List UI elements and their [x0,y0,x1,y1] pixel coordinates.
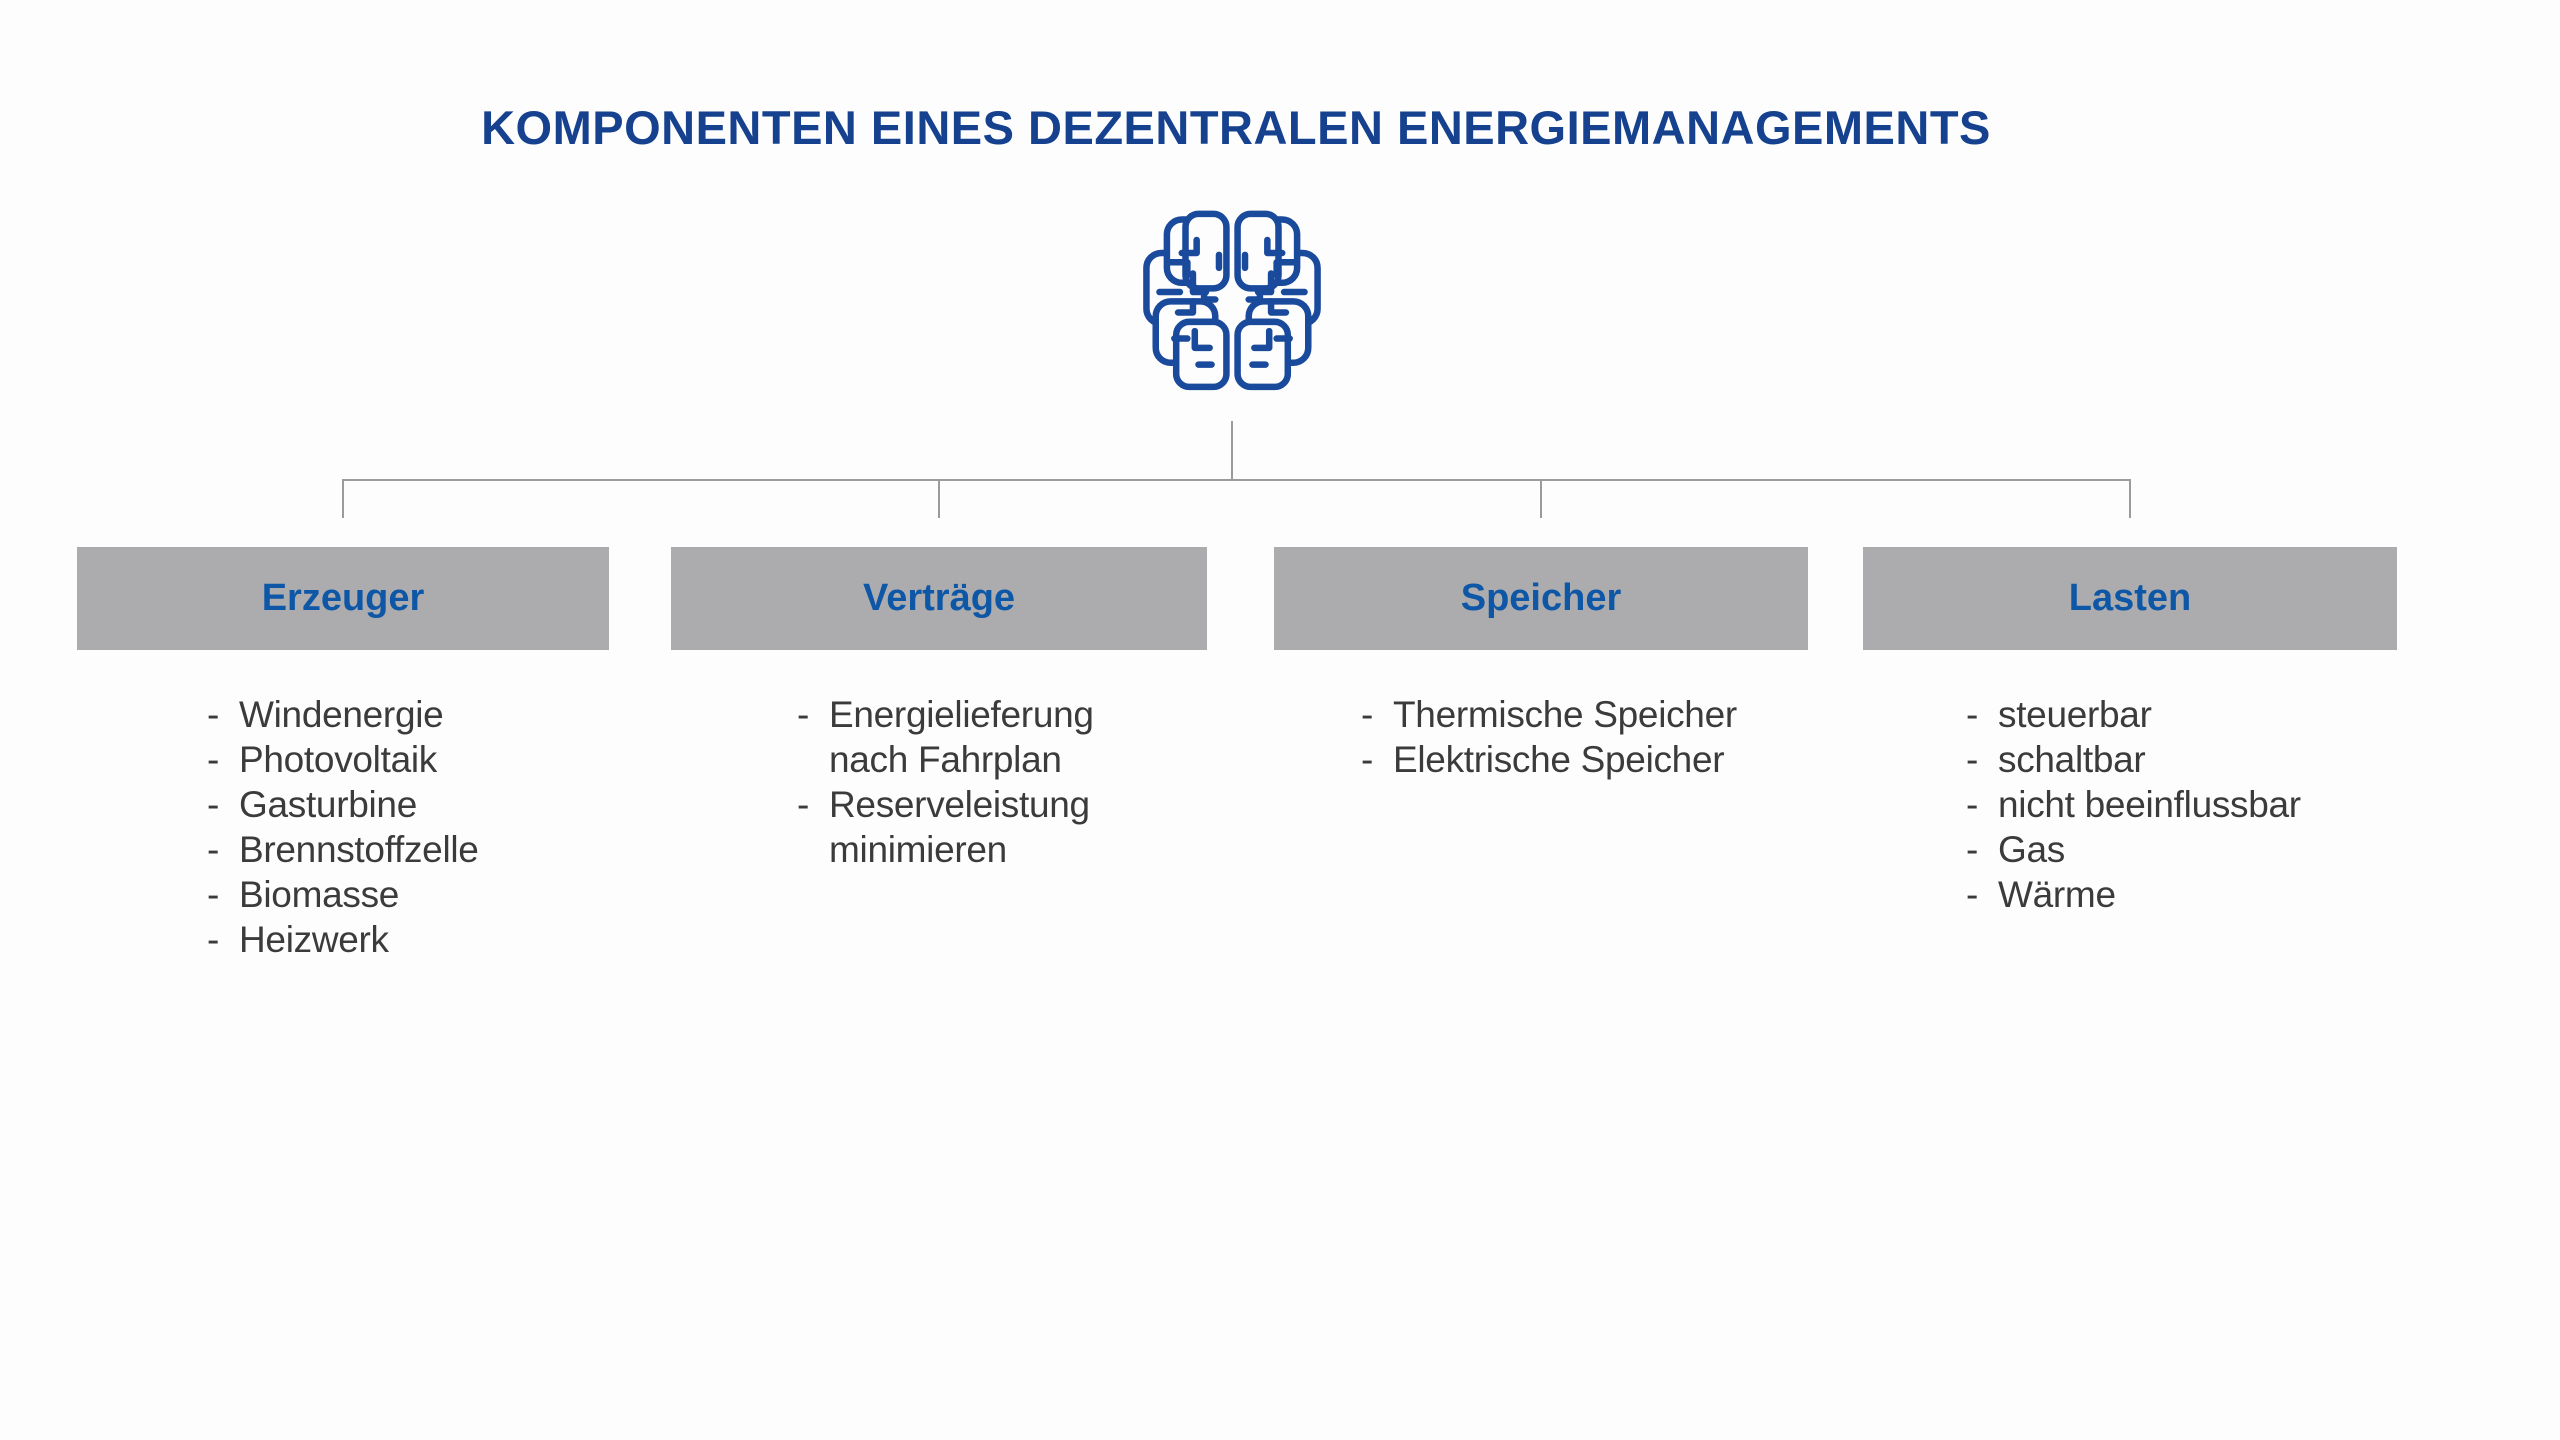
list-item-text: Windenergie [239,694,444,735]
dash-bullet: - [207,784,220,825]
dash-bullet: - [797,784,810,825]
connector-drop-lasten [2129,481,2131,518]
connector-drop-vertr-ge [938,481,940,518]
list-item-text: Biomasse [239,874,400,915]
connector-drop-speicher [1540,481,1542,518]
list-item-text: Gasturbine [239,784,417,825]
dash-bullet: - [1361,739,1374,780]
dash-bullet: - [1966,829,1979,870]
list-item [207,782,479,827]
category-list-lasten [1966,692,2301,917]
dash-bullet: - [1966,874,1979,915]
list-item [1966,692,2301,737]
category-box-erzeuger [77,547,609,650]
category-box-speicher [1274,547,1808,650]
connector-brain-stem [1231,421,1233,480]
list-item-text: schaltbar [1998,739,2146,780]
list-item-text: Heizwerk [239,919,389,960]
list-item-text: Photovoltaik [239,739,437,780]
category-box-vertr-ge [671,547,1207,650]
dash-bullet: - [207,829,220,870]
list-item [207,872,479,917]
category-label: Erzeuger [261,577,425,619]
list-item-text: Wärme [1998,874,2116,915]
connector-horizontal-bar [342,479,2131,481]
dash-bullet: - [797,694,810,735]
list-item-text: Energielieferung nach Fahrplan [829,694,1094,780]
dash-bullet: - [207,919,220,960]
list-item-text: nicht beeinflussbar [1998,784,2301,825]
brain-icon [1139,208,1325,404]
dash-bullet: - [207,694,220,735]
list-item [797,782,1149,872]
list-item [1361,692,1737,737]
list-item [1966,737,2301,782]
category-label: Lasten [2068,577,2192,619]
dash-bullet: - [1966,739,1979,780]
list-item-text: Elektrische Speicher [1393,739,1725,780]
category-list-erzeuger [207,692,479,962]
list-item-text: Reserveleistung minimieren [829,784,1090,870]
list-item [1361,737,1737,782]
list-item-text: Brennstoffzelle [239,829,479,870]
list-item [1966,782,2301,827]
diagram-title: KOMPONENTEN EINES DEZENTRALEN ENERGIEMANAGEMENTS [481,101,1991,154]
category-list-speicher [1361,692,1737,782]
category-list-vertr-ge [797,692,1149,872]
category-label: Speicher [1460,577,1622,619]
list-item [207,917,479,962]
dash-bullet: - [1966,784,1979,825]
category-box-lasten [1863,547,2397,650]
list-item [207,827,479,872]
dash-bullet: - [207,874,220,915]
list-item-text: steuerbar [1998,694,2152,735]
dash-bullet: - [207,739,220,780]
list-item-text: Thermische Speicher [1393,694,1737,735]
dash-bullet: - [1966,694,1979,735]
list-item [1966,872,2301,917]
category-label: Verträge [862,577,1016,619]
list-item [207,737,479,782]
list-item-text: Gas [1998,829,2065,870]
list-item [797,692,1149,782]
list-item [207,692,479,737]
connector-drop-erzeuger [342,481,344,518]
list-item [1966,827,2301,872]
dash-bullet: - [1361,694,1374,735]
